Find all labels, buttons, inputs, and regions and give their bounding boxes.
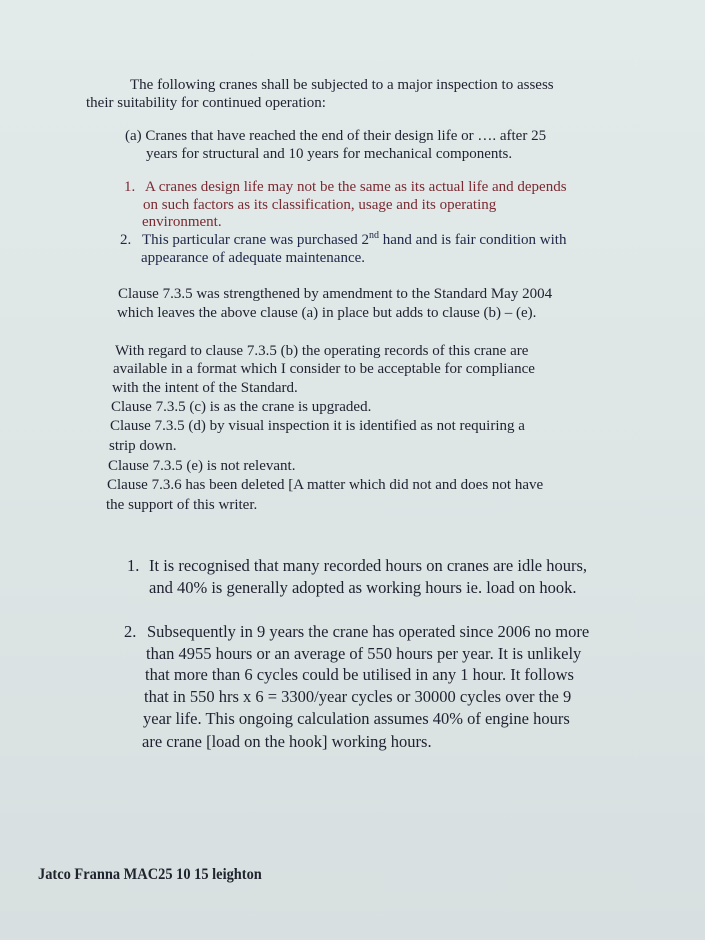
footer-reference: Jatco Franna MAC25 10 15 leighton <box>38 866 262 883</box>
regard-line-1: With regard to clause 7.3.5 (b) the operating records of this crane are <box>115 343 529 359</box>
list2-item-1-line-2: and 40% is generally adopted as working hours ie. load on hook. <box>149 578 577 597</box>
regard-line-7: Clause 7.3.5 (e) is not relevant. <box>108 458 296 474</box>
note-2-line-1-pre: This particular crane was purchased 2 <box>142 232 369 248</box>
list2-item-2-line-2: than 4955 hours or an average of 550 hours per year. It is unlikely <box>146 644 582 663</box>
intro-line-2: their suitability for continued operation: <box>86 95 326 111</box>
note-2-line-1-post: hand and is fair condition with <box>379 232 567 248</box>
note-2-line-1 <box>142 231 566 249</box>
note-2-superscript: nd <box>369 230 379 241</box>
list2-item-2-line-6: are crane [load on the hook] working hours. <box>142 732 432 751</box>
list2-item-1-line-1: It is recognised that many recorded hours on cranes are idle hours, <box>149 556 588 575</box>
note-2-line-2: appearance of adequate maintenance. <box>141 250 366 266</box>
regard-line-3: with the intent of the Standard. <box>112 380 298 396</box>
regard-line-5: Clause 7.3.5 (d) by visual inspection it is identified as not requiring a <box>110 418 525 434</box>
note-1-line-3: environment. <box>142 214 222 230</box>
regard-line-8: Clause 7.3.6 has been deleted [A matter which did not and does not have <box>107 477 544 493</box>
clause-a-line-1: (a) Cranes that have reached the end of their design life or …. after 25 <box>125 128 547 144</box>
clause-a-line-2: years for structural and 10 years for mechanical components. <box>146 146 513 162</box>
list2-item-2-line-1: Subsequently in 9 years the crane has operated since 2006 no more <box>147 622 590 641</box>
regard-line-6: strip down. <box>109 438 177 454</box>
list2-item-2-number: 2. <box>124 622 137 641</box>
note-1-line-1: A cranes design life may not be the same as its actual life and depends <box>145 179 567 195</box>
note-1-line-2: on such factors as its classification, usage and its operating <box>143 197 497 213</box>
list2-item-2-line-5: year life. This ongoing calculation assumes 40% of engine hours <box>143 709 570 728</box>
regard-line-9: the support of this writer. <box>106 497 258 513</box>
intro-line-1: The following cranes shall be subjected to a major inspection to assess <box>130 77 554 93</box>
note-1-number: 1. <box>124 179 136 195</box>
list2-item-2-line-3: that more than 6 cycles could be utilised in any 1 hour. It follows <box>145 665 574 684</box>
clause-735-line-2: which leaves the above clause (a) in place but adds to clause (b) – (e). <box>117 305 537 321</box>
regard-line-4: Clause 7.3.5 (c) is as the crane is upgraded. <box>111 399 372 415</box>
clause-735-line-1: Clause 7.3.5 was strengthened by amendment to the Standard May 2004 <box>118 286 553 302</box>
note-2-number: 2. <box>120 232 132 248</box>
list2-item-2-line-4: that in 550 hrs x 6 = 3300/year cycles or 30000 cycles over the 9 <box>144 687 572 706</box>
list2-item-1-number: 1. <box>127 556 140 575</box>
regard-line-2: available in a format which I consider to be acceptable for compliance <box>113 361 535 377</box>
